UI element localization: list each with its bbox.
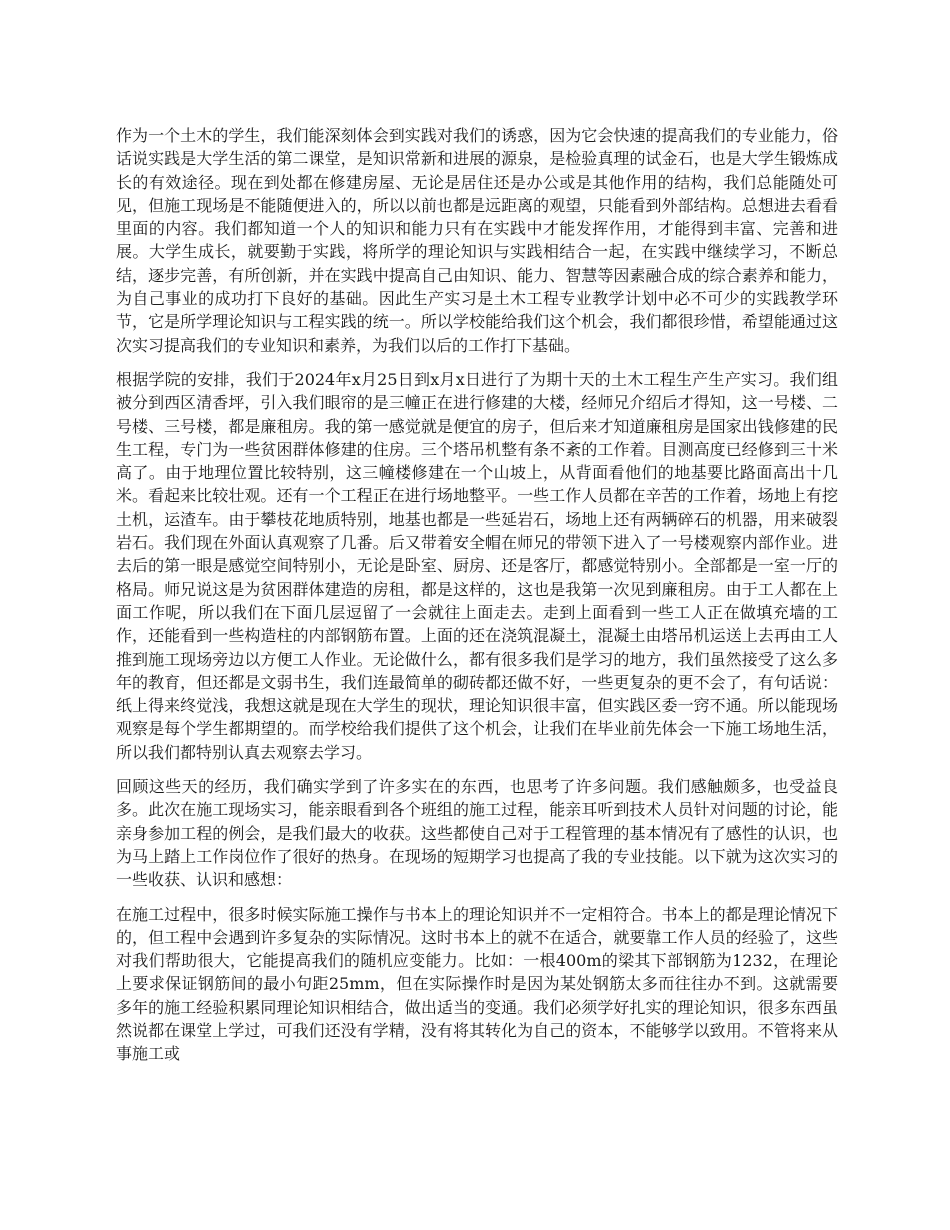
paragraph-site-visit: 根据学院的安排，我们于2024年x月25日到x月x日进行了为期十天的土木工程生产生产实习。我们组被分到西区清香坪，引入我们眼帘的是三幢正在进行修建的大楼，经师兄介绍后才得知，这一号楼、二号楼、三号楼，都是廉租房。我的第一感觉就是便宜的房子，但后来才知道廉租房是国家出钱修建的民生工程，专门为一些贫困群体修建的住房。三个塔吊机整有条不紊的工作着。目测高度已经修到三十米高了。由于地理位置比较特别，这三幢楼修建在一个山坡上，从背面看他们的地基要比路面高出十几米。看起来比较壮观。还有一个工程正在进行场地整平。一些工作人员都在辛苦的工作着，场地上有挖土机，运渣车。由于攀枝花地质特别，地基也都是一些延岩石，场地上还有两辆碎石的机器，用来破裂岩石。我们现在外面认真观察了几番。后又带着安全帽在师兄的带领下进入了一号楼观察内部作业。进去后的第一眼是感觉空间特别小，无论是卧室、厨房、还是客厅，都感觉特别小。全部都是一室一厅的格局。师兄说这是为贫困群体建造的房租，都是这样的，这也是我第一次见到廉租房。由于工人都在上面工作呢，所以我们在下面几层逗留了一会就往上面走去。走到上面看到一些工人正在做填充墙的工作，还能看到一些构造柱的内部钢筋布置。上面的还在浇筑混凝土，混凝土由塔吊机运送上去再由工人推到施工现场旁边以方便工人作业。无论做什么，都有很多我们是学习的地方，我们虽然接受了这么多年的教育，但还都是文弱书生，我们连最简单的砌砖都还做不好，一些更复杂的更不会了，有句话说：纸上得来终觉浅，我想这就是现在大学生的现状，理论知识很丰富，但实践区委一窍不通。所以能现场观察是每个学生都期望的。而学校给我们提供了这个机会，让我们在毕业前先体会一下施工场地生活，所以我们都特别认真去观察去学习。 [116, 369, 838, 762]
paragraph-construction-practice: 在施工过程中，很多时候实际施工操作与书本上的理论知识并不一定相符合。书本上的都是理论情况下的，但工程中会遇到许多复杂的实际情况。这时书本上的就不在适合，就要靠工作人员的经验了，这些对我们帮助很大，它能提高我们的随机应变能力。比如：一根400m的梁其下部钢筋为1232，在理论上要求保证钢筋间的最小句距25mm，但在实际操作时是因为某处钢筋太多而往往办不到。这就需要多年的施工经验积累同理论知识相结合，做出适当的变通。我们必须学好扎实的理论知识，很多东西虽然说都在课堂上学过，可我们还没有学精，没有将其转化为自己的资本，不能够学以致用。不管将来从事施工或 [116, 904, 838, 1064]
document-page [116, 124, 838, 1077]
paragraph-intro: 作为一个土木的学生，我们能深刻体会到实践对我们的诱惑，因为它会快速的提高我们的专业能力，俗话说实践是大学生活的第二课堂，是知识常新和进展的源泉，是检验真理的试金石，也是大学生锻炼成长的有效途径。现在到处都在修建房屋、无论是居住还是办公或是其他作用的结构，我们总能随处可见，但施工现场是不能随便进入的，所以以前也都是远距离的观望，只能看到外部结构。总想进去看看里面的内容。我们都知道一个人的知识和能力只有在实践中才能发挥作用，才能得到丰富、完善和进展。大学生成长，就要勤于实践，将所学的理论知识与实践相结合一起，在实践中继续学习，不断总结，逐步完善，有所创新，并在实践中提高自己由知识、能力、智慧等因素融合成的综合素养和能力，为自己事业的成功打下良好的基础。因此生产实习是土木工程专业教学计划中必不可少的实践教学环节，它是所学理论知识与工程实践的统一。所以学校能给我们这个机会，我们都很珍惜，希望能通过这次实习提高我们的专业知识和素养，为我们以后的工作打下基础。 [116, 126, 838, 355]
paragraph-reflection: 回顾这些天的经历，我们确实学到了许多实在的东西，也思考了许多问题。我们感触颇多，也受益良多。此次在施工现场实习，能亲眼看到各个班组的施工过程，能亲耳听到技术人员针对问题的讨论，能亲身参加工程的例会，是我们最大的收获。这些都使自己对于工程管理的基本情况有了感性的认识，也为马上踏上工作岗位作了很好的热身。在现场的短期学习也提高了我的专业技能。以下就为这次实习的一些收获、认识和感想： [116, 777, 838, 890]
